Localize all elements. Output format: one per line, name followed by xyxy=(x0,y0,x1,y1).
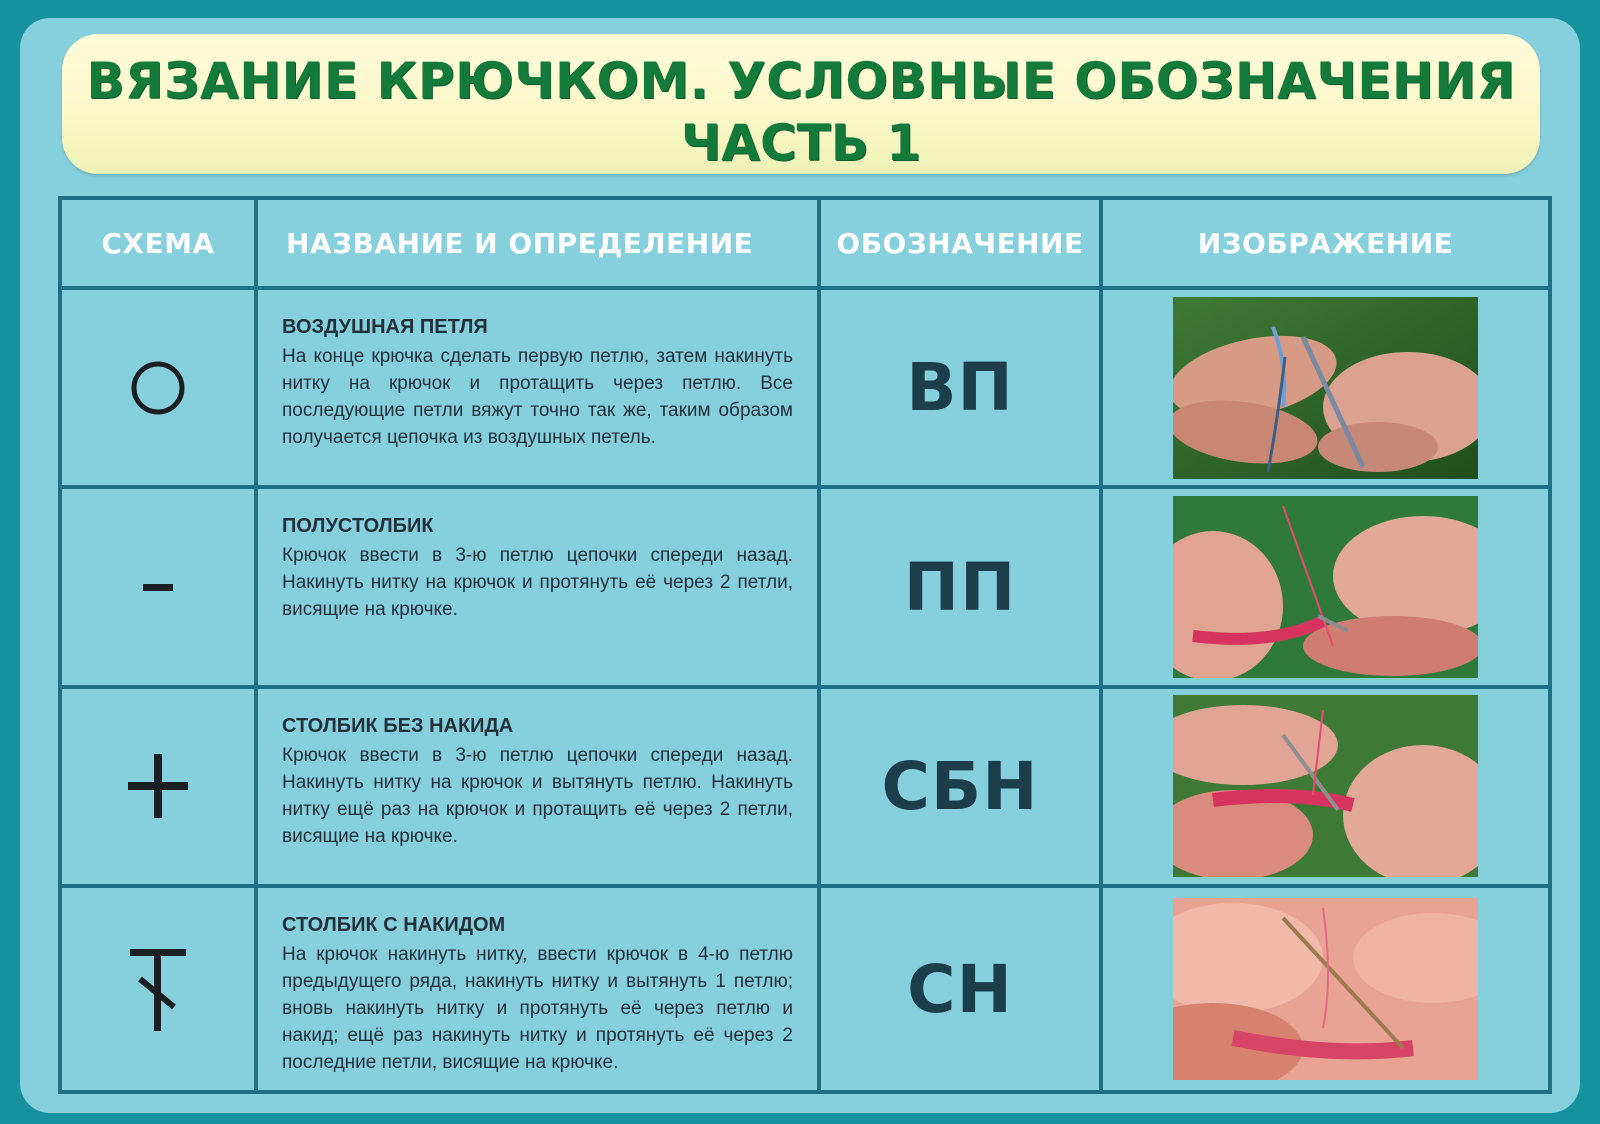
column-header-image: ИЗОБРАЖЕНИЕ xyxy=(1101,198,1550,288)
scheme-cell xyxy=(60,487,256,686)
definition-cell xyxy=(256,687,819,886)
column-header-scheme: СХЕМА xyxy=(60,198,256,288)
symbols-table xyxy=(58,196,1552,1094)
abbreviation: ВП xyxy=(819,288,1101,487)
scheme-cell xyxy=(60,288,256,487)
term-name: ВОЗДУШНАЯ ПЕТЛЯ xyxy=(282,316,488,338)
term-name: СТОЛБИК БЕЗ НАКИДА xyxy=(282,714,514,737)
definition-cell xyxy=(256,487,819,686)
single-crochet-photo xyxy=(1173,695,1478,877)
column-header-abbreviation: ОБОЗНАЧЕНИЕ xyxy=(819,198,1101,288)
term-name: ПОЛУСТОЛБИК xyxy=(282,515,434,538)
table-header-row xyxy=(60,198,1550,288)
slip-stitch-photo xyxy=(1173,496,1478,678)
column-header-name: НАЗВАНИЕ И ОПРЕДЕЛЕНИЕ xyxy=(256,198,819,288)
abbreviation: ПП xyxy=(819,487,1101,686)
image-cell xyxy=(1101,886,1550,1092)
image-cell xyxy=(1101,288,1550,487)
scheme-cell xyxy=(60,687,256,886)
page-title: ВЯЗАНИЕ КРЮЧКОМ. УСЛОВНЫЕ ОБОЗНАЧЕНИЯ xyxy=(86,52,1516,110)
image-cell xyxy=(1101,687,1550,886)
abbreviation: СБН xyxy=(819,687,1101,886)
plus-icon xyxy=(118,746,198,826)
title-banner xyxy=(62,34,1540,174)
page-subtitle: ЧАСТЬ 1 xyxy=(680,114,922,172)
term-definition: Крючок ввести в 3-ю петлю цепочки спереди назад. Накинуть нитку на крючок и протянуть её через 2 петли, висящие на крючке. xyxy=(282,545,793,621)
table-row xyxy=(60,687,1550,886)
term-name: СТОЛБИК С НАКИДОМ xyxy=(282,914,506,937)
double-crochet-photo xyxy=(1173,898,1478,1080)
table-row xyxy=(60,487,1550,686)
term-definition: На конце крючка сделать первую петлю, затем накинуть нитку на крючок и протащить через петлю. Все последующие петли вяжут точно так же, таким образом получается цепочка из воздушных петель. xyxy=(282,346,793,448)
definition-cell xyxy=(256,288,819,487)
table-row xyxy=(60,886,1550,1092)
dash-icon xyxy=(123,552,193,622)
t-slash-icon xyxy=(118,939,198,1039)
table-row xyxy=(60,288,1550,487)
abbreviation: СН xyxy=(819,886,1101,1092)
circle-icon xyxy=(123,353,193,423)
definition-cell xyxy=(256,886,819,1092)
poster-board xyxy=(20,18,1580,1113)
chain-stitch-photo xyxy=(1173,297,1478,479)
image-cell xyxy=(1101,487,1550,686)
scheme-cell xyxy=(60,886,256,1092)
term-definition: На крючок накинуть нитку, ввести крючок в 4-ю петлю предыдущего ряда, накинуть нитку и вытянуть 1 петлю; вновь накинуть нитку и протянуть её через петлю и накид; ещё раз накинуть нитку и протянуть её через 2 последние петли, висящие на крючке. xyxy=(282,944,793,1074)
term-definition: Крючок ввести в 3-ю петлю цепочки спереди назад. Накинуть нитку на крючок и вытянуть петлю. Накинуть нитку ещё раз на крючок и протащить её через 2 петли, висящие на крючке. xyxy=(282,744,793,847)
